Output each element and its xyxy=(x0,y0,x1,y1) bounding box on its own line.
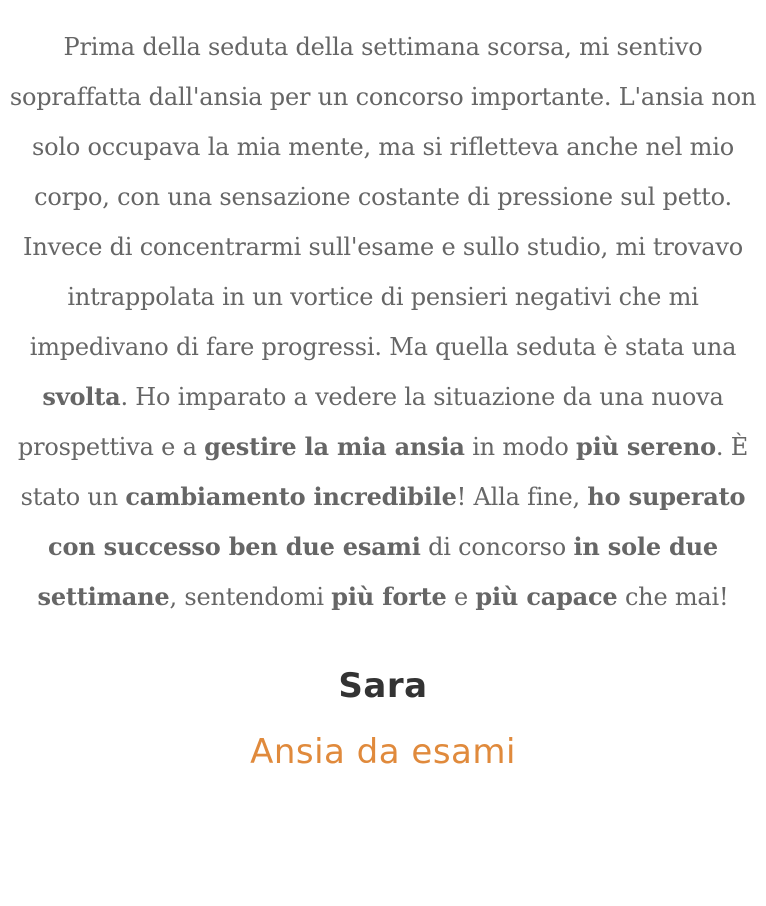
quote-text: e xyxy=(446,583,476,611)
quote-highlight: in sole due settimane xyxy=(37,532,718,611)
quote-highlight: cambiamento incredibile xyxy=(125,482,457,511)
testimonial-topic: Ansia da esami xyxy=(250,732,516,772)
quote-highlight: più sereno xyxy=(576,432,716,461)
quote-text: Prima della seduta della settimana scorsa, mi sentivo sopraffatta dall'ansia per un concorso importante. L'ansia non solo occupava la mia mente, ma si rifletteva anche nel mio corpo, con una sensazione costante di pressione sul petto. Invece di concentrarmi sull'esame e sullo studio, mi trovavo intrappolata in un vortice di pensieri negativi che mi impedivano di fare progressi. Ma quella seduta è stata una xyxy=(9,33,757,361)
quote-highlight: svolta xyxy=(42,382,121,411)
quote-text: , sentendomi xyxy=(169,583,332,611)
quote-text: in modo xyxy=(464,433,577,461)
quote-text: ! Alla fine, xyxy=(456,483,588,511)
quote-text: che mai! xyxy=(617,583,729,611)
quote-highlight: ho superato con successo ben due esami xyxy=(48,482,746,561)
testimonial-quote xyxy=(7,22,759,622)
quote-text: . Ho imparato a vedere la situazione da una nuova prospettiva e a xyxy=(17,383,724,461)
quote-text: di concorso xyxy=(420,533,574,561)
quote-highlight: gestire la mia ansia xyxy=(204,432,465,461)
quote-highlight: più forte xyxy=(331,582,447,611)
testimonial-author: Sara xyxy=(338,666,428,706)
quote-highlight: più capace xyxy=(475,582,618,611)
quote-text: . È stato un xyxy=(20,433,749,511)
testimonial-card xyxy=(0,22,766,776)
